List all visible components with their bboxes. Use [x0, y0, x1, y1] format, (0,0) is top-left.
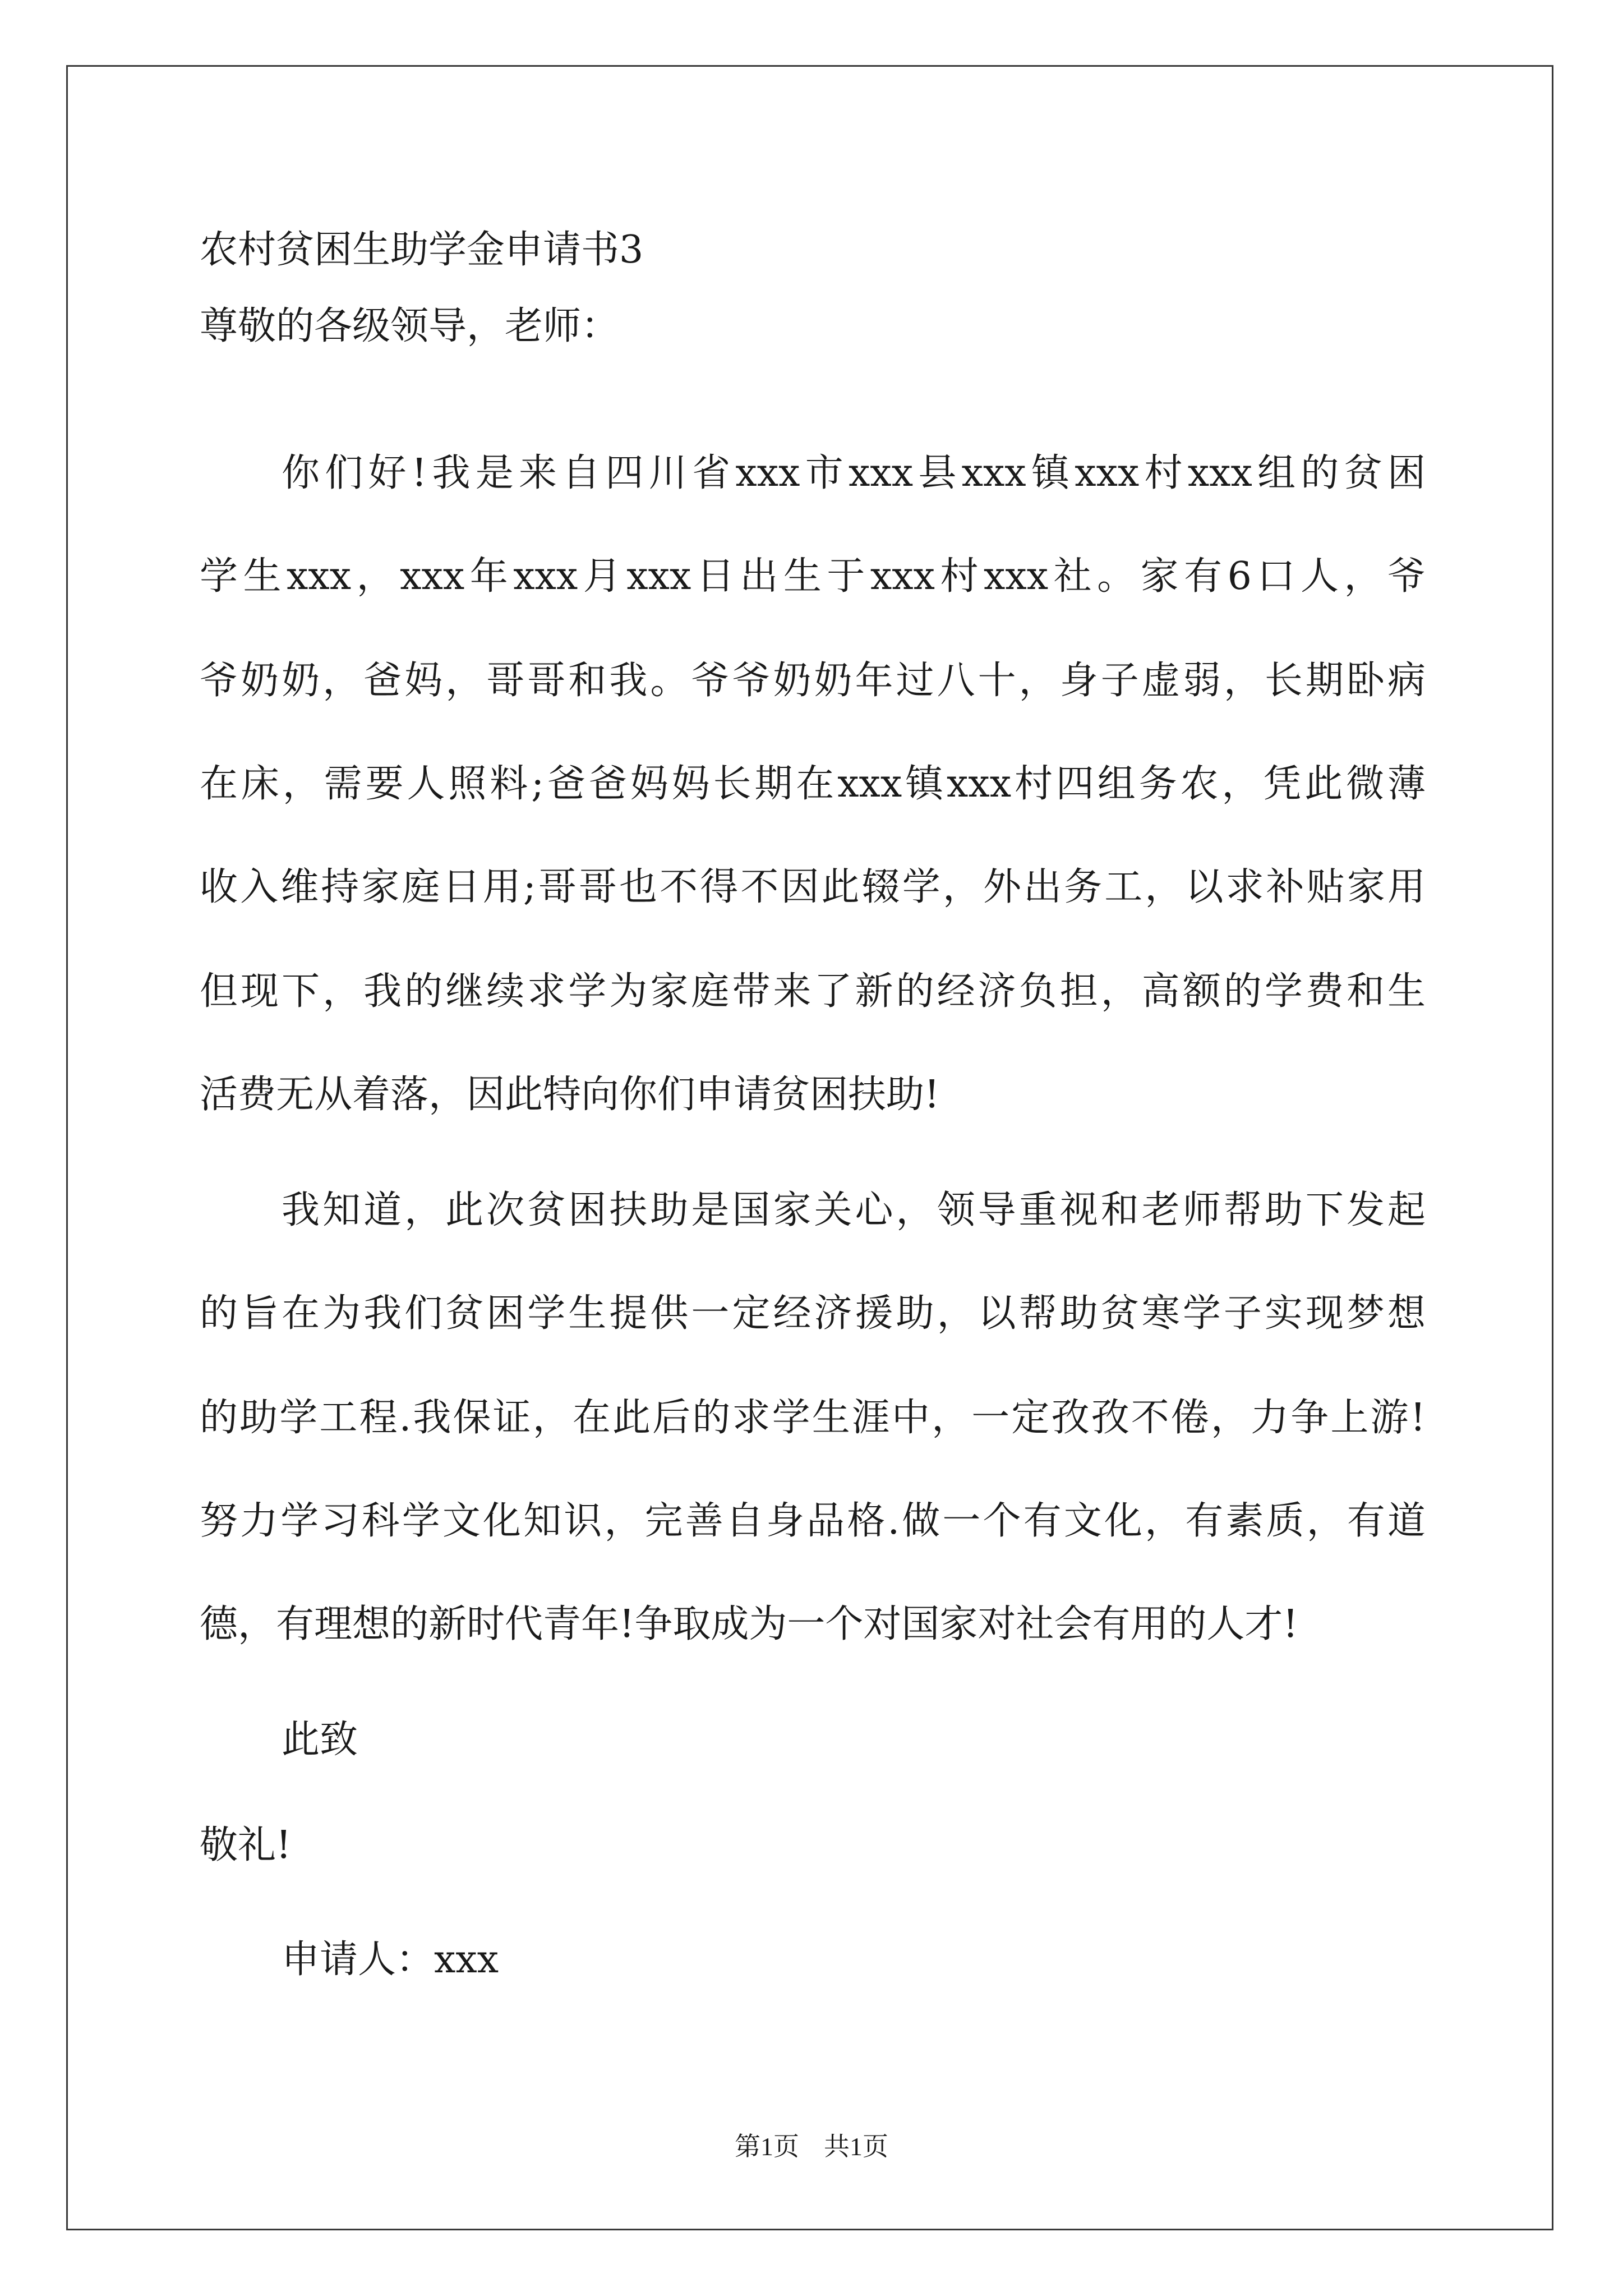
paragraph-2-line: 德，有理想的新时代青年!争取成为一个对国家对社会有用的人才! [200, 1602, 1298, 1646]
paragraph-1-line: 收入维持家庭日用;哥哥也不得不因此辍学，外出务工，以求补贴家用 [200, 865, 1426, 909]
page-border [66, 65, 1553, 2230]
paragraph-1-line: 你们好!我是来自四川省xxx市xxx县xxx镇xxx村xxx组的贫困 [282, 451, 1426, 495]
page-total: 共1页 [824, 2132, 888, 2161]
page-footer [0, 2126, 1623, 2163]
closing: 此致 [282, 1718, 358, 1762]
paragraph-1-line: 爷奶奶，爸妈，哥哥和我。爷爷奶奶年过八十，身子虚弱，长期卧病 [200, 659, 1426, 703]
paragraph-1-line: 但现下，我的继续求学为家庭带来了新的经济负担，高额的学费和生 [200, 969, 1426, 1014]
paragraph-1-line: 活费无从着落，因此特向你们申请贫困扶助! [200, 1073, 940, 1117]
paragraph-2-line: 努力学习科学文化知识，完善自身品格.做一个有文化，有素质，有道 [200, 1499, 1426, 1543]
salutation: 尊敬的各级领导，老师： [200, 304, 620, 348]
document-title: 农村贫困生助学金申请书3 [200, 228, 644, 272]
page-number: 第1页 [735, 2132, 799, 2161]
applicant-signature: 申请人：xxx [282, 1938, 499, 1982]
paragraph-1-line: 学生xxx，xxx年xxx月xxx日出生于xxx村xxx社。家有6口人，爷 [200, 554, 1426, 599]
paragraph-2-line: 的助学工程.我保证，在此后的求学生涯中，一定孜孜不倦，力争上游! [200, 1396, 1426, 1440]
paragraph-1-line: 在床，需要人照料;爸爸妈妈长期在xxx镇xxx村四组务农，凭此微薄 [200, 762, 1426, 806]
regards: 敬礼! [200, 1823, 292, 1867]
paragraph-2-line: 的旨在为我们贫困学生提供一定经济援助，以帮助贫寒学子实现梦想 [200, 1291, 1426, 1336]
paragraph-2-line: 我知道，此次贫困扶助是国家关心，领导重视和老师帮助下发起 [282, 1188, 1426, 1232]
